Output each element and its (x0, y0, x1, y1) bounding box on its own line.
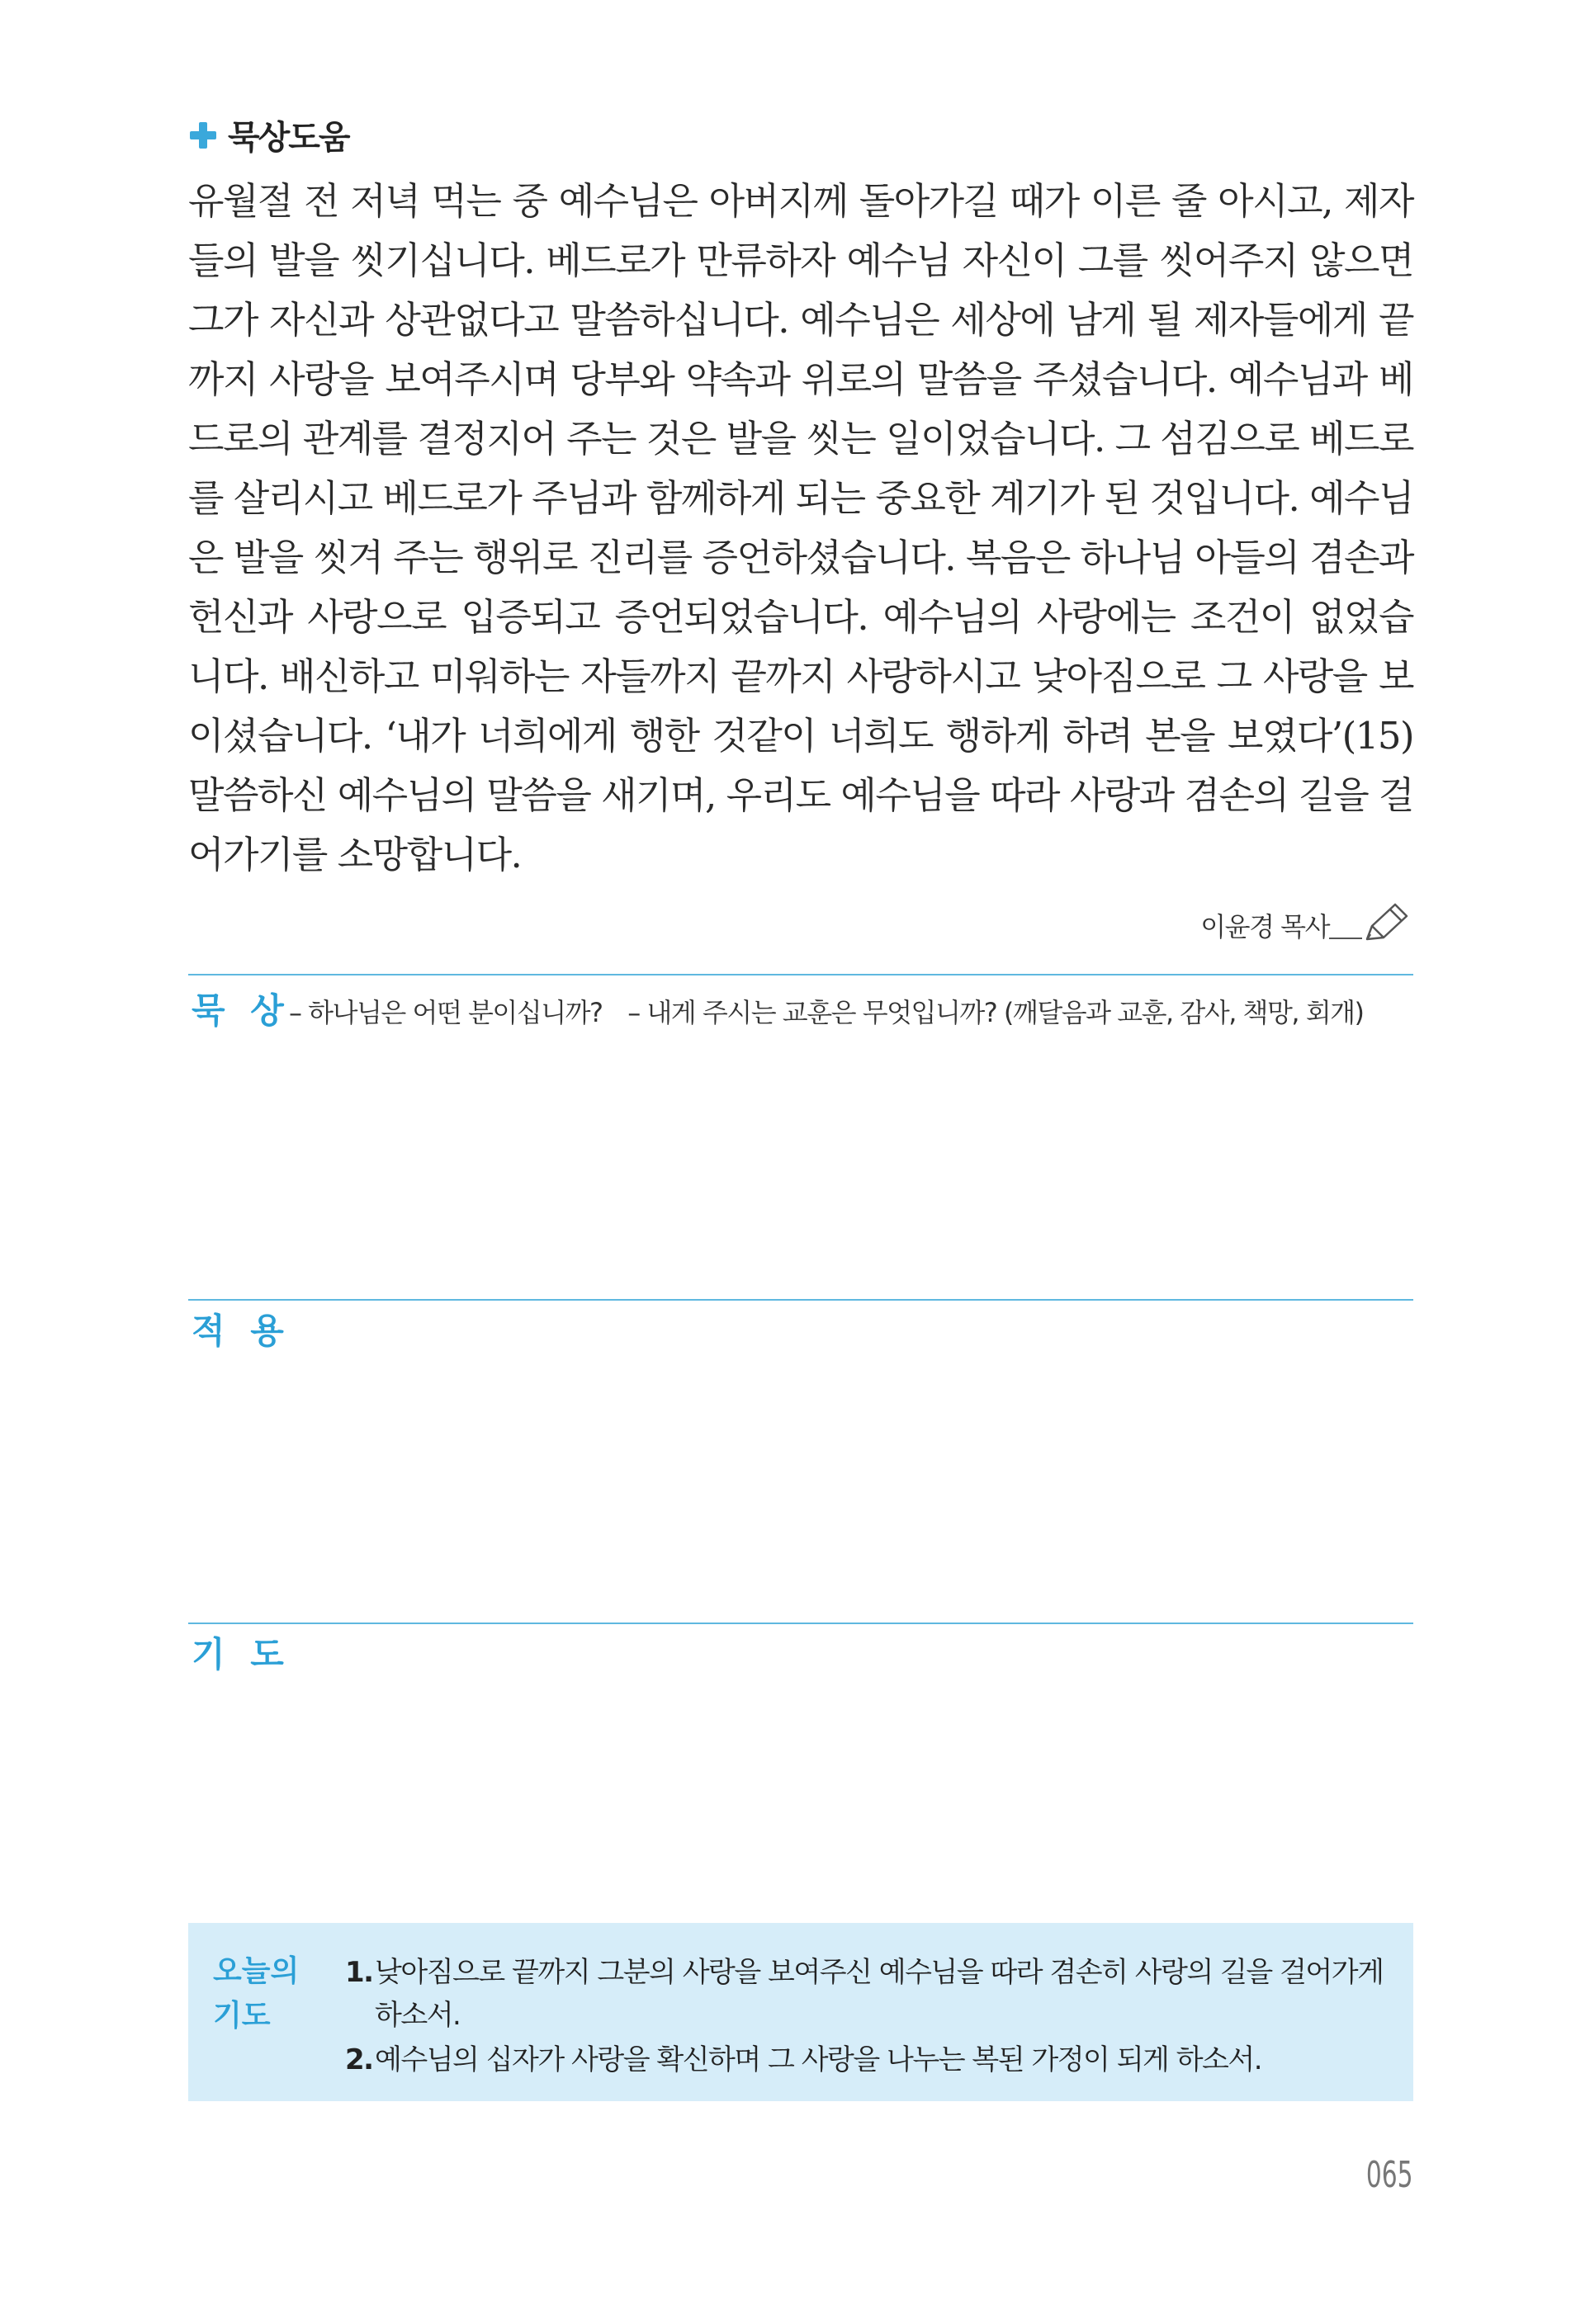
author-name: 이윤경 목사 (1200, 911, 1329, 942)
prayer-item-text: 예수님의 십자가 사랑을 확신하며 그 사랑을 나누는 복된 가정이 되게 하소서. (375, 2043, 1262, 2076)
prayer-item-number: 1. (345, 1956, 373, 1989)
page-number: 065 (1366, 2154, 1413, 2196)
prompt-question-2: – 내게 주시는 교훈은 무엇입니까? (깨달음과 교훈, 감사, 책망, 회개) (627, 997, 1364, 1028)
application-label: 적 용 (192, 1311, 291, 1351)
todays-prayer-label-line1: 오늘의 (213, 1954, 300, 1988)
meditation-text: 유월절 전 저녁 먹는 중 예수님은 아버지께 돌아가길 때가 이른 줄 아시고, 제자들의 발을 씻기십니다. 베드로가 만류하자 예수님 자신이 그를 씻어주지 않으면 그가 자신과 상관없다고 말씀하십니다. 예수님은 세상에 남게 될 제자들에게 끝까지 사랑을 보여주시며 당부와 약속과 위로의 말씀을 주셨습니다. 예수님과 베드로의 관계를 결정지어 주는 것은 발을 씻는 일이었습니다. 그 섬김으로 베드로를 살리시고 베드로가 주님과 함께하게 되는 중요한 계기가 된 것입니다. 예수님은 발을 씻겨 주는 행위로 진리를 증언하셨습니다. 복음은 하나님 아들의 겸손과 헌신과 사랑으로 입증되고 증언되었습니다. 예수님의 사랑에는 조건이 없었습니다. 배신하고 미워하는 자들까지 끝까지 사랑하시고 낮아짐으로 그 사랑을 보이셨습니다. ‘내가 너희에게 행한 것같이 너희도 행하게 하려 본을 보였다’(15) 말씀하신 예수님의 말씀을 새기며, 우리도 예수님을 따라 사랑과 겸손의 길을 걸어가기를 소망합니다. (188, 179, 1413, 876)
meditation-divider (188, 974, 1413, 975)
section-header (188, 111, 349, 158)
prayer-item (345, 1951, 1393, 2037)
prompt-question-1: – 하나님은 어떤 분이십니까? (289, 997, 603, 1028)
header-title: 묵상도움 (228, 119, 349, 157)
prayer-item-text: 낮아짐으로 끝까지 그분의 사랑을 보여주신 예수님을 따라 겸손히 사랑의 길을 걸어가게 하소서. (375, 1956, 1384, 2032)
todays-prayer-label (213, 1949, 304, 2038)
signature-line (1329, 938, 1362, 939)
prayer-divider (188, 1623, 1413, 1624)
pencil-icon (1362, 901, 1412, 944)
application-divider (188, 1299, 1413, 1301)
meditation-prompts (289, 992, 1382, 1030)
prayer-item-number: 2. (345, 2043, 373, 2076)
prayer-label: 기 도 (192, 1634, 291, 1675)
todays-prayer-list (345, 1951, 1393, 2081)
author-signature (1200, 901, 1412, 944)
prayer-item (345, 2038, 1393, 2081)
plus-icon (188, 120, 218, 150)
meditation-label: 묵 상 (192, 990, 291, 1031)
todays-prayer-box (188, 1923, 1413, 2101)
todays-prayer-label-line2: 기도 (213, 1999, 271, 2033)
